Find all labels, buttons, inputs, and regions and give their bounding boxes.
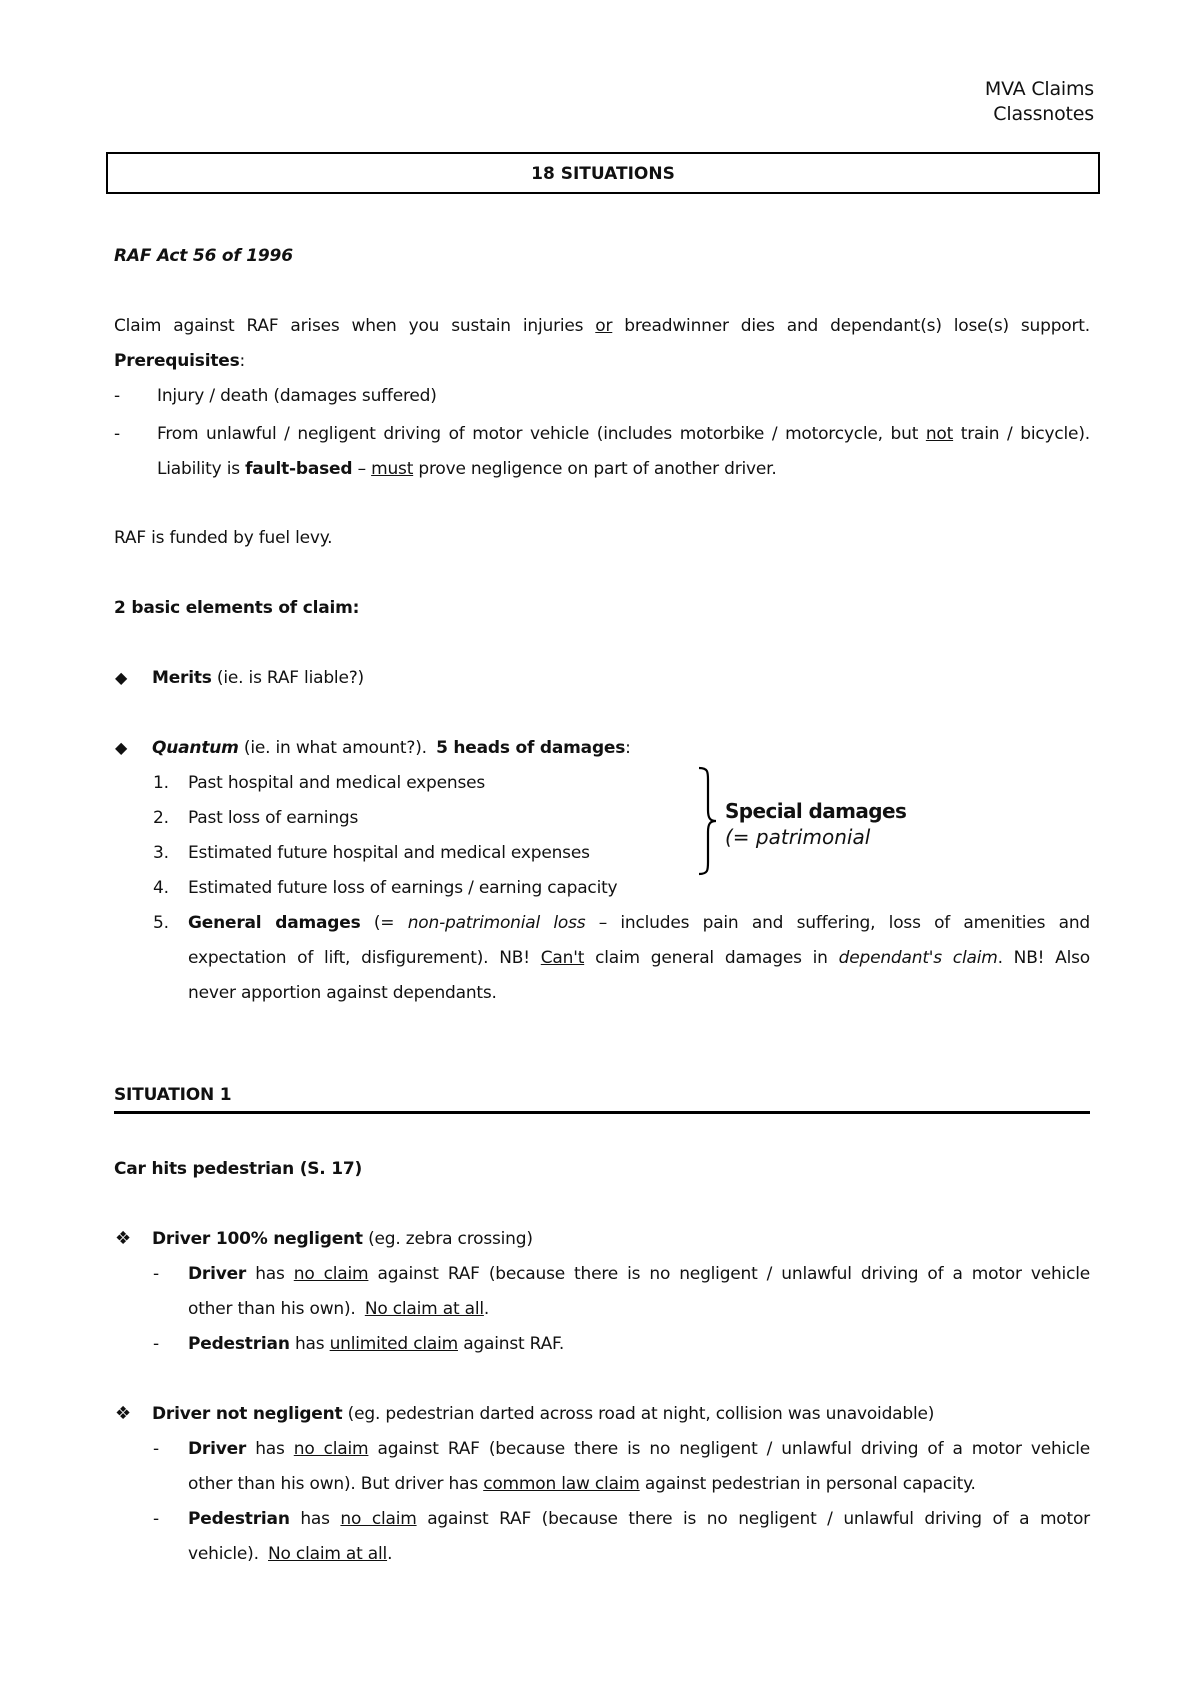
case2-driver-line1 bbox=[188, 1439, 1090, 1459]
quantum-label: Quantum bbox=[152, 738, 239, 758]
must-underline: must bbox=[371, 459, 414, 479]
dash: - bbox=[153, 1509, 159, 1529]
gen-dependants-claim: dependant's claim bbox=[838, 948, 998, 968]
list-item: Past hospital and medical expenses bbox=[188, 773, 486, 793]
liability-text: Liability is bbox=[157, 459, 240, 479]
list-number: 4. bbox=[153, 878, 169, 898]
list-number: 1. bbox=[153, 773, 169, 793]
other-than-own: other than his own). bbox=[188, 1299, 356, 1319]
gen-expectation: expectation of lift, disfigurement). NB! bbox=[188, 948, 530, 968]
case2-label: Driver not negligent bbox=[152, 1404, 343, 1424]
gen-nb-also: . NB! Also bbox=[997, 948, 1090, 968]
has-text: has bbox=[255, 1264, 285, 1284]
elements-heading: 2 basic elements of claim: bbox=[114, 598, 360, 618]
dash: - bbox=[153, 1334, 159, 1354]
case2-pedestrian-reason: against RAF (because there is no negligent / unlawful driving of a motor bbox=[427, 1509, 1090, 1529]
page-title: 18 SITUATIONS bbox=[531, 164, 675, 184]
general-damages-line2 bbox=[188, 948, 1090, 968]
fault-dash: – bbox=[357, 459, 366, 479]
prereq-item-2-line2 bbox=[157, 459, 777, 479]
curly-brace-icon bbox=[696, 766, 720, 876]
prereq-item-2-not: not bbox=[925, 424, 954, 444]
four-diamond-bullet-icon: ❖ bbox=[115, 1403, 132, 1424]
list-number: 2. bbox=[153, 808, 169, 828]
gen-cant: Can't bbox=[540, 948, 585, 968]
quantum-rest: (ie. in what amount?). bbox=[243, 738, 427, 758]
pedestrian-label: Pedestrian bbox=[188, 1509, 290, 1529]
vehicle-text: vehicle). bbox=[188, 1544, 259, 1564]
general-damages-line1 bbox=[188, 913, 1090, 933]
general-damages-line3: never apportion against dependants. bbox=[188, 983, 497, 1003]
has-text: has bbox=[300, 1509, 330, 1529]
driver-label: Driver bbox=[188, 1439, 247, 1459]
fault-based: fault-based bbox=[245, 459, 353, 479]
heads-label: 5 heads of damages bbox=[436, 738, 626, 758]
header-subtitle: Classnotes bbox=[993, 103, 1094, 125]
header-course: MVA Claims bbox=[984, 78, 1094, 100]
intro-text-b: breadwinner dies and dependant(s) lose(s) support. bbox=[624, 316, 1090, 336]
funding-text: RAF is funded by fuel levy. bbox=[114, 528, 333, 548]
list-item: Estimated future loss of earnings / earning capacity bbox=[188, 878, 618, 898]
case2-heading bbox=[152, 1404, 934, 1424]
situation-heading: SITUATION 1 bbox=[114, 1085, 232, 1105]
driver-label: Driver bbox=[188, 1264, 247, 1284]
special-damages-label: Special damages bbox=[725, 799, 907, 823]
case1-driver-reason: against RAF (because there is no negligent / unlawful driving of a motor vehicle bbox=[377, 1264, 1090, 1284]
case1-driver-line2 bbox=[188, 1299, 489, 1319]
against-raf: against RAF. bbox=[463, 1334, 565, 1354]
no-claim-at-all: No claim at all bbox=[268, 1544, 388, 1564]
intro-or: or bbox=[595, 316, 613, 336]
prereq-dash-1: - bbox=[114, 386, 120, 406]
prereq-item-2-b: train / bicycle). bbox=[960, 424, 1090, 444]
intro-paragraph bbox=[114, 316, 1090, 336]
title-box bbox=[106, 152, 1100, 194]
pedestrian-label: Pedestrian bbox=[188, 1334, 290, 1354]
list-item: Past loss of earnings bbox=[188, 808, 359, 828]
no-claim: no claim bbox=[293, 1264, 369, 1284]
non-patrimonial: non-patrimonial loss bbox=[407, 913, 586, 933]
case2-driver-reason: against RAF (because there is no negligent / unlawful driving of a motor vehicle bbox=[377, 1439, 1090, 1459]
unlimited-claim: unlimited claim bbox=[329, 1334, 458, 1354]
section-divider bbox=[114, 1111, 1090, 1114]
intro-text-a: Claim against RAF arises when you sustain injuries bbox=[114, 316, 584, 336]
list-item: Estimated future hospital and medical expenses bbox=[188, 843, 590, 863]
case1-driver-line1 bbox=[188, 1264, 1090, 1284]
prereq-item-2-a: From unlawful / negligent driving of motor vehicle (includes motorbike / motorcycle, but bbox=[157, 424, 919, 444]
case2-driver-line2 bbox=[188, 1474, 976, 1494]
general-damages-label: General damages bbox=[188, 913, 361, 933]
diamond-bullet-icon: ◆ bbox=[115, 738, 128, 757]
has-text: has bbox=[255, 1439, 285, 1459]
case1-rest: (eg. zebra crossing) bbox=[368, 1229, 533, 1249]
case2-rest: (eg. pedestrian darted across road at night, collision was unavoidable) bbox=[347, 1404, 935, 1424]
gen-claim-text: claim general damages in bbox=[595, 948, 828, 968]
heads-colon: : bbox=[625, 738, 631, 758]
liability-rest: prove negligence on part of another driver. bbox=[418, 459, 777, 479]
prerequisites-colon: : bbox=[239, 351, 246, 371]
case2-pedestrian-line1 bbox=[188, 1509, 1090, 1529]
case1-heading bbox=[152, 1229, 533, 1249]
prerequisites-bold: Prerequisites bbox=[114, 351, 240, 371]
merits-rest: (ie. is RAF liable?) bbox=[216, 668, 364, 688]
against-pedestrian: against pedestrian in personal capacity. bbox=[644, 1474, 976, 1494]
four-diamond-bullet-icon: ❖ bbox=[115, 1228, 132, 1249]
dash: - bbox=[153, 1264, 159, 1284]
prereq-dash-2: - bbox=[114, 424, 120, 444]
but-driver-has: other than his own). But driver has bbox=[188, 1474, 478, 1494]
period: . bbox=[387, 1544, 393, 1564]
merits-label: Merits bbox=[152, 668, 212, 688]
has-text: has bbox=[294, 1334, 325, 1354]
prereq-item-2 bbox=[157, 424, 1090, 444]
prereq-item-1: Injury / death (damages suffered) bbox=[157, 386, 437, 406]
act-heading: RAF Act 56 of 1996 bbox=[114, 246, 293, 266]
situation-subheading: Car hits pedestrian (S. 17) bbox=[114, 1159, 363, 1179]
no-claim-at-all: No claim at all bbox=[364, 1299, 484, 1319]
gen-open: (= bbox=[373, 913, 395, 933]
merits-line bbox=[152, 668, 364, 688]
gen-includes: – includes pain and suffering, loss of amenities and bbox=[598, 913, 1090, 933]
prerequisites-label bbox=[114, 351, 245, 371]
diamond-bullet-icon: ◆ bbox=[115, 668, 128, 687]
no-claim: no claim bbox=[340, 1509, 417, 1529]
case1-label: Driver 100% negligent bbox=[152, 1229, 363, 1249]
quantum-line bbox=[152, 738, 631, 758]
special-damages-note bbox=[725, 798, 906, 850]
list-number: 3. bbox=[153, 843, 169, 863]
common-law-claim: common law claim bbox=[483, 1474, 640, 1494]
period: . bbox=[483, 1299, 490, 1319]
case1-pedestrian-line bbox=[188, 1334, 564, 1354]
dash: - bbox=[153, 1439, 159, 1459]
no-claim: no claim bbox=[293, 1439, 369, 1459]
list-number: 5. bbox=[153, 913, 169, 933]
patrimonial-label: (= patrimonial bbox=[725, 825, 871, 849]
case2-pedestrian-line2 bbox=[188, 1544, 392, 1564]
